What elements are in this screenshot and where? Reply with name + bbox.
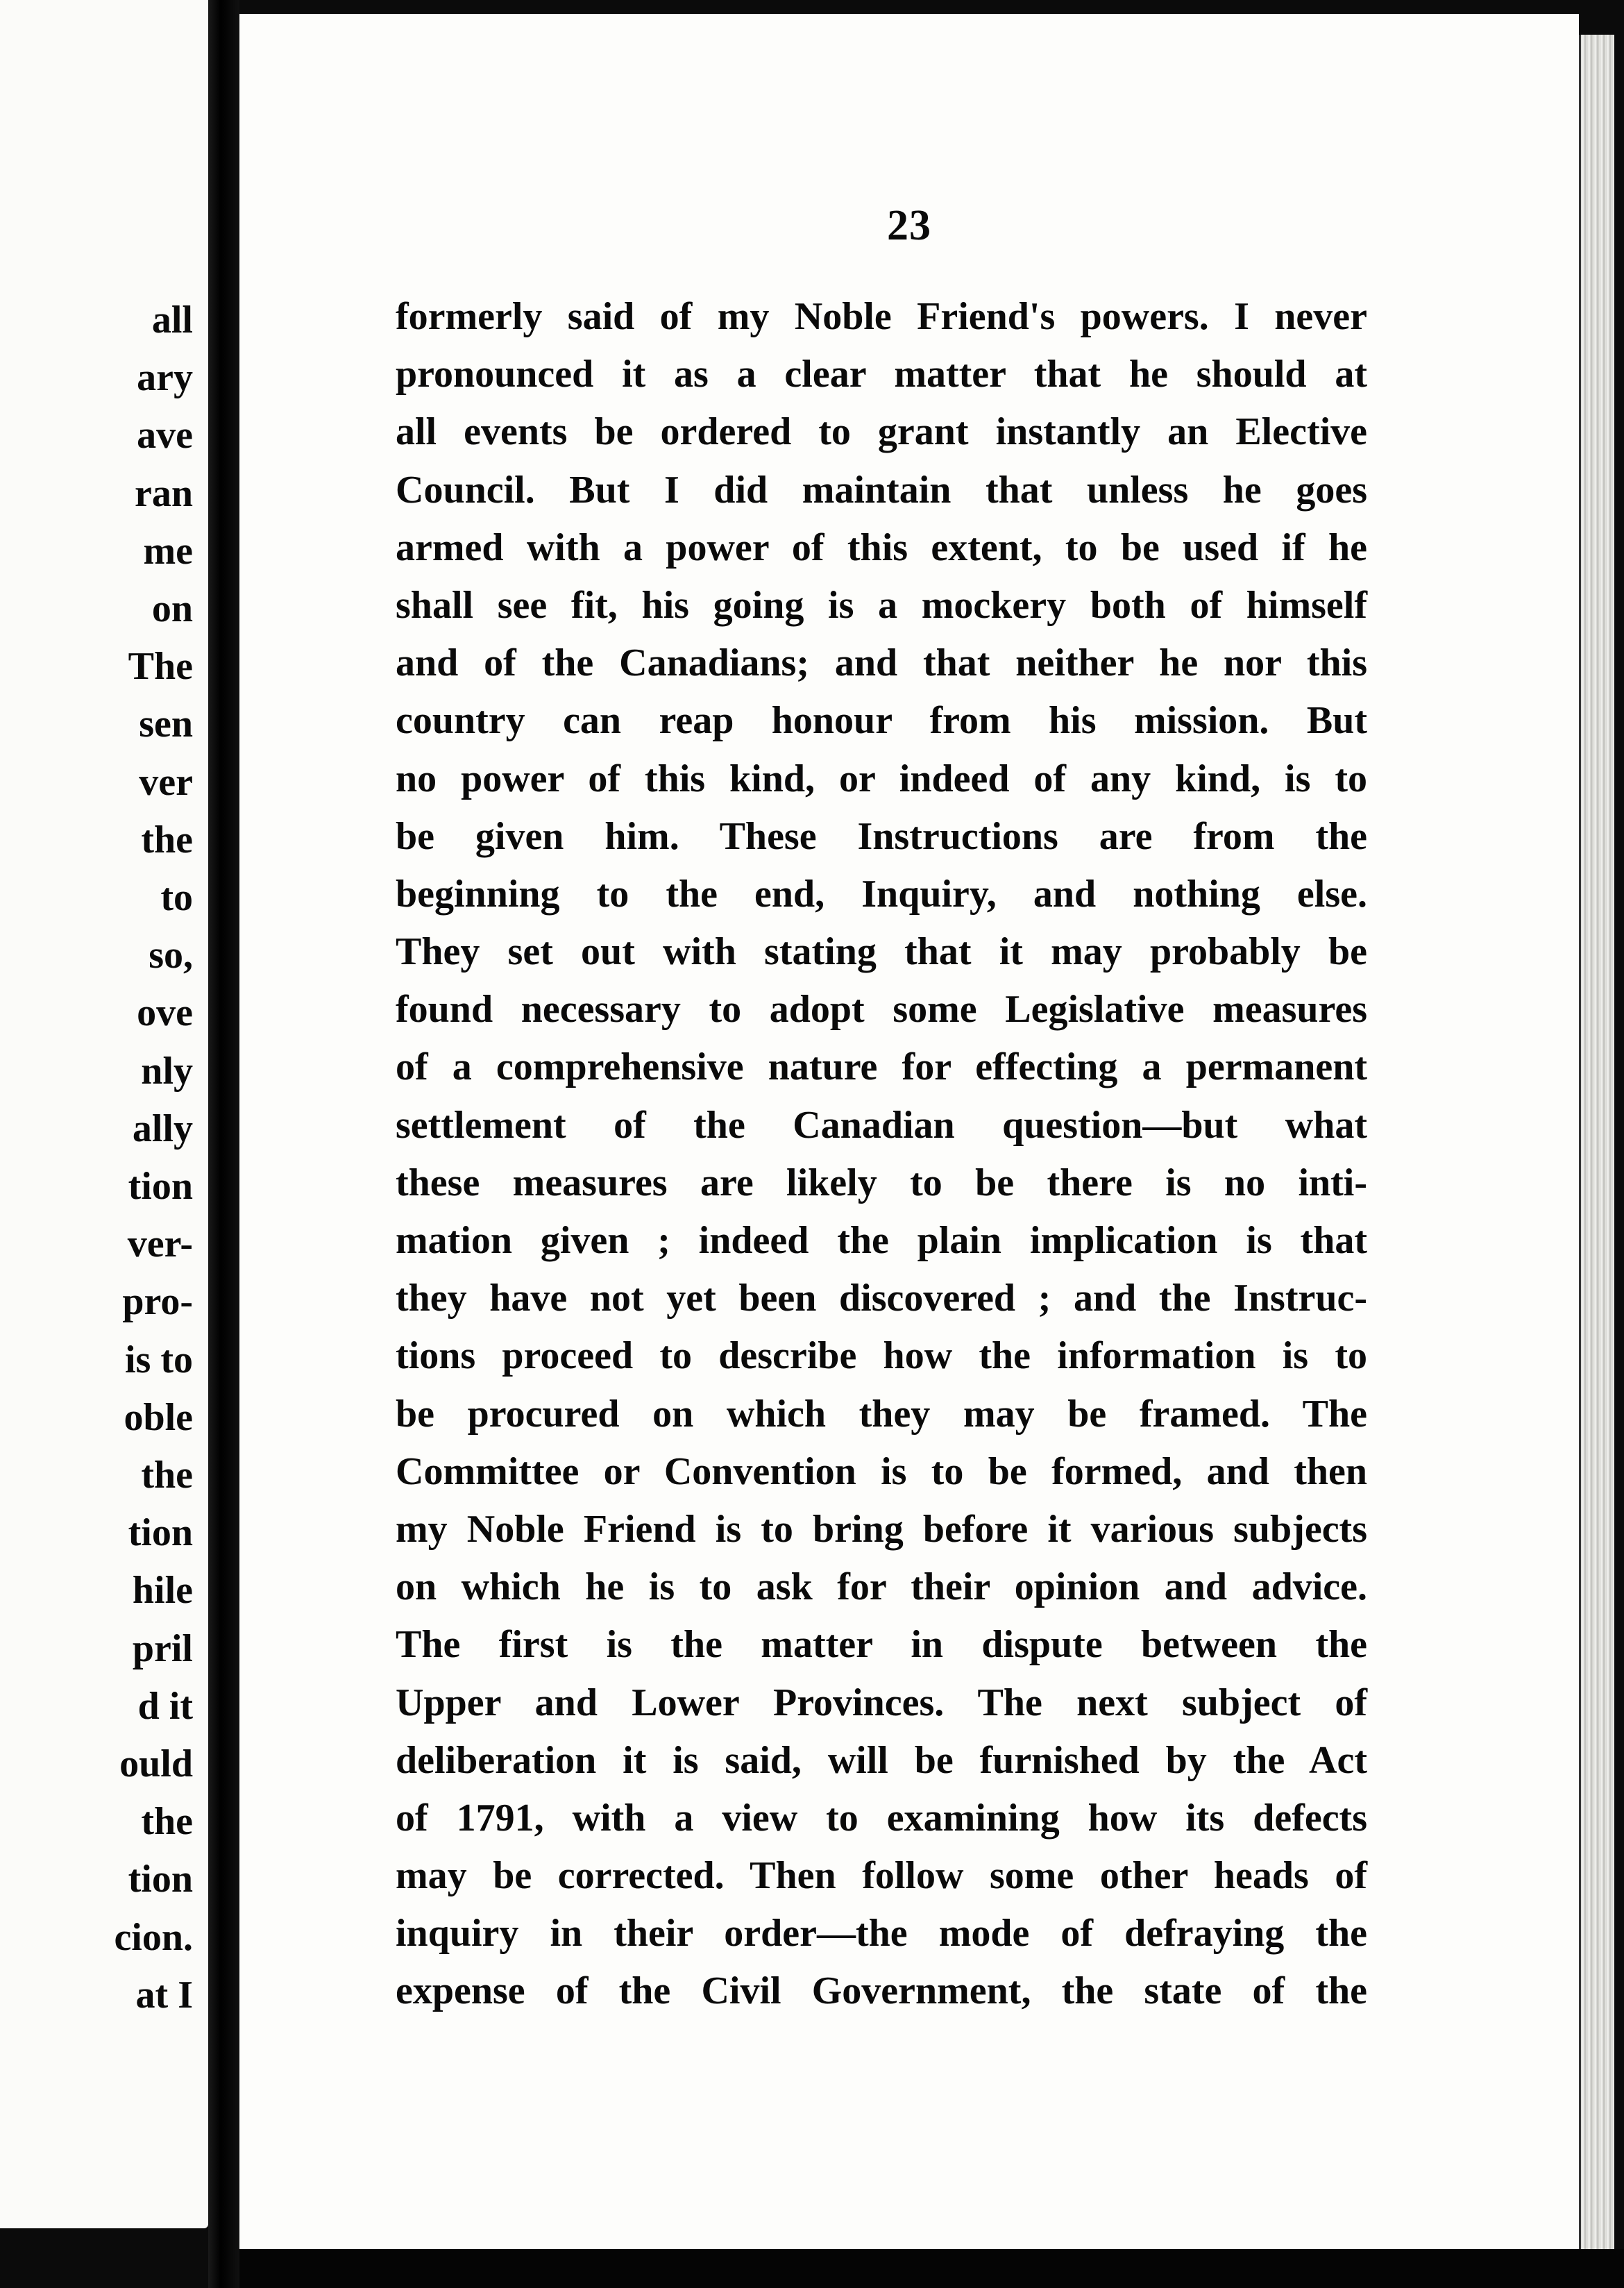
page-edge: [1579, 35, 1614, 2256]
left-line-fragment: ary: [137, 356, 193, 400]
text-line: and of the Canadians; and that neither he nor this: [396, 641, 1367, 685]
text-line: shall see fit, his going is a mockery both of himself: [396, 583, 1367, 627]
text-line: may be corrected. Then follow some other heads of: [396, 1854, 1367, 1898]
left-line-fragment: nly: [141, 1049, 193, 1093]
left-page-text-fragments: [114, 292, 193, 2024]
text-line: Committee or Convention is to be formed, and then: [396, 1449, 1367, 1493]
left-line-fragment: cion.: [114, 1915, 193, 1959]
left-line-fragment: d it: [137, 1684, 193, 1728]
left-line-fragment: the: [141, 1800, 193, 1844]
text-line: pronounced it as a clear matter that he should at: [396, 353, 1367, 396]
text-line: tions proceed to describe how the information is to: [396, 1334, 1367, 1378]
left-line-fragment: the: [141, 1454, 193, 1497]
text-line: they have not yet been discovered ; and the Instruc-: [396, 1277, 1367, 1320]
text-line: armed with a power of this extent, to be used if he: [396, 525, 1367, 569]
left-line-fragment: all: [151, 298, 193, 342]
text-line: deliberation it is said, will be furnished by the Act: [396, 1738, 1367, 1782]
bottom-shadow: [239, 2249, 1624, 2288]
right-page: [239, 14, 1579, 2249]
left-line-fragment: ould: [119, 1742, 193, 1786]
left-line-fragment: so,: [149, 934, 193, 977]
left-line-fragment: is to: [125, 1338, 193, 1381]
left-line-fragment: ver: [139, 760, 193, 804]
text-line: mation given ; indeed the plain implication is that: [396, 1219, 1367, 1262]
left-line-fragment: at I: [135, 1973, 193, 2017]
body-text: [396, 288, 1367, 2021]
left-line-fragment: to: [160, 876, 193, 920]
text-line: inquiry in their order—the mode of defraying the: [396, 1912, 1367, 1955]
text-line: Council. But I did maintain that unless he goes: [396, 468, 1367, 512]
text-line: these measures are likely to be there is no inti-: [396, 1161, 1367, 1204]
left-line-fragment: ove: [137, 991, 193, 1035]
left-line-fragment: ran: [135, 471, 193, 515]
text-line: be given him. These Instructions are from the: [396, 814, 1367, 858]
text-line: no power of this kind, or indeed of any kind, is to: [396, 757, 1367, 800]
text-line: formerly said of my Noble Friend's powers. I never: [396, 295, 1367, 338]
left-line-fragment: ver-: [127, 1222, 193, 1266]
left-line-fragment: pril: [132, 1626, 193, 1670]
left-line-fragment: sen: [139, 703, 193, 746]
text-line: settlement of the Canadian question—but what: [396, 1103, 1367, 1147]
left-line-fragment: me: [143, 529, 193, 573]
page-number: 23: [887, 202, 931, 249]
text-line: of 1791, with a view to examining how its defects: [396, 1796, 1367, 1840]
text-line: found necessary to adopt some Legislative measures: [396, 988, 1367, 1032]
text-line: country can reap honour from his mission. But: [396, 699, 1367, 743]
left-line-fragment: the: [141, 818, 193, 861]
left-page: [0, 0, 208, 2228]
left-line-fragment: hile: [132, 1569, 193, 1613]
text-line: on which he is to ask for their opinion and advice.: [396, 1565, 1367, 1609]
text-line: my Noble Friend is to bring before it various subjects: [396, 1507, 1367, 1551]
left-line-fragment: ally: [132, 1107, 193, 1150]
text-line: Upper and Lower Provinces. The next subject of: [396, 1681, 1367, 1724]
left-line-fragment: ave: [137, 414, 193, 457]
left-line-fragment: tion: [128, 1858, 193, 1901]
left-line-fragment: oble: [124, 1395, 193, 1439]
left-line-fragment: pro-: [122, 1280, 193, 1324]
left-line-fragment: tion: [128, 1511, 193, 1555]
text-line: be procured on which they may be framed. The: [396, 1392, 1367, 1436]
text-line: They set out with stating that it may probably be: [396, 930, 1367, 974]
text-line: all events be ordered to grant instantly an Elective: [396, 410, 1367, 454]
left-line-fragment: tion: [128, 1165, 193, 1209]
text-line: of a comprehensive nature for effecting a permanent: [396, 1045, 1367, 1089]
left-line-fragment: The: [128, 645, 193, 689]
text-line: expense of the Civil Government, the state of the: [396, 1969, 1367, 2013]
text-line: The first is the matter in dispute between the: [396, 1623, 1367, 1667]
text-line: beginning to the end, Inquiry, and nothing else.: [396, 872, 1367, 916]
book-gutter: [208, 0, 239, 2288]
left-line-fragment: on: [151, 587, 193, 631]
